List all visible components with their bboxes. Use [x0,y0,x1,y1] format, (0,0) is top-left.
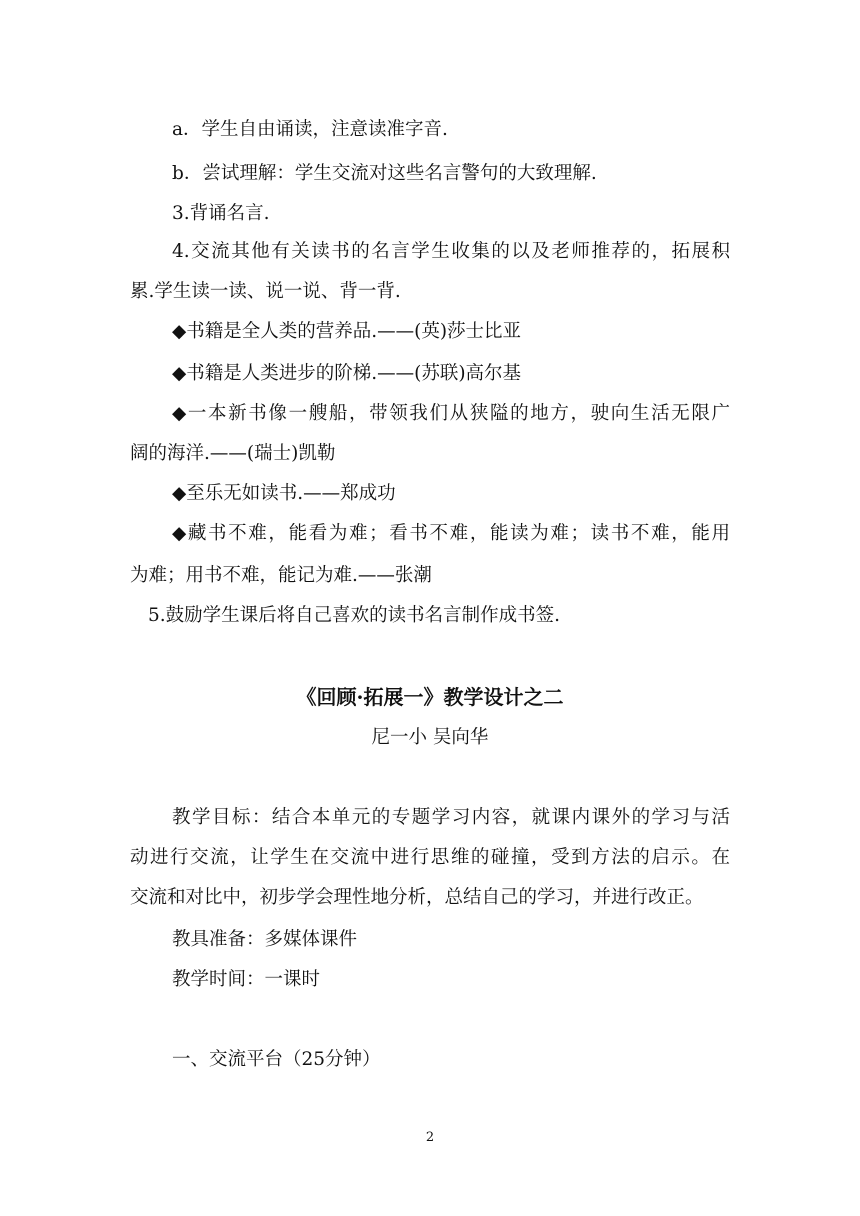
quote-zhang-chao: ◆藏书不难，能看为难；看书不难，能读为难；读书不难，能用 [172,523,730,544]
page-number: 2 [425,1130,435,1145]
quote-shakespeare: ◆书籍是全人类的营养品.——(英)莎士比亚 [172,321,522,342]
paragraph-line-3: 3.背诵名言. [172,203,270,224]
time-line: 教学时间：一课时 [172,969,321,990]
paragraph-line-4: 4.交流其他有关读书的名言学生收集的以及老师推荐的，拓展积 [172,241,730,262]
objective-line-3: 交流和对比中，初步学会理性地分析，总结自己的学习，并进行改正。 [130,887,704,908]
quote-zheng-chenggong: ◆至乐无如读书.——郑成功 [172,483,396,504]
quote-gorky: ◆书籍是人类进步的阶梯.——(苏联)高尔基 [172,363,522,384]
paragraph-line-5: 5.鼓励学生课后将自己喜欢的读书名言制作成书签. [148,605,561,626]
quote-keller: ◆一本新书像一艘船，带领我们从狭隘的地方，驶向生活无限广 [172,403,730,424]
materials-line: 教具准备：多媒体课件 [172,929,358,950]
document-title: 《回顾·拓展一》教学设计之二 [296,685,564,709]
quote-keller-cont: 阔的海洋.——(瑞士)凯勒 [130,443,336,464]
paragraph-line-4-cont: 累.学生读一读、说一说、背一背. [130,281,401,302]
section-heading: 一、交流平台（25分钟） [172,1049,381,1070]
document-author: 尼一小 吴向华 [371,727,489,748]
objective-line-1: 教学目标：结合本单元的专题学习内容，就课内课外的学习与活 [172,807,730,828]
quote-zhang-chao-cont: 为难；用书不难，能记为难.——张潮 [130,565,432,586]
objective-line-2: 动进行交流，让学生在交流中进行思维的碰撞，受到方法的启示。在 [130,847,730,868]
paragraph-line-a: a．学生自由诵读，注意读准字音. [172,119,448,140]
paragraph-line-b: b．尝试理解：学生交流对这些名言警句的大致理解. [172,163,597,184]
